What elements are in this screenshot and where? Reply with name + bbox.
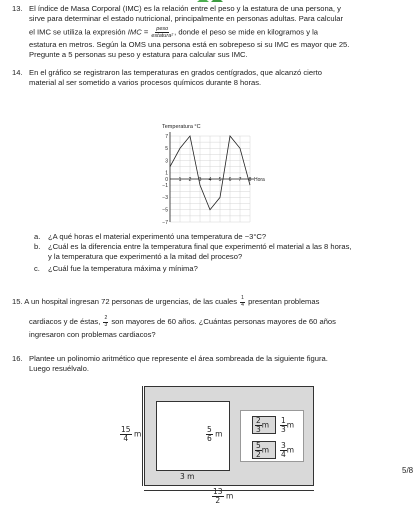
question-number: 13. (12, 4, 23, 13)
y-tick-label: 0 (165, 176, 168, 183)
y-tick-label: 5 (165, 146, 168, 153)
unit: m (261, 445, 270, 455)
fraction-denominator: 6 (207, 434, 212, 443)
formula-denominator: estatura² (151, 33, 174, 39)
fraction-denominator: 4 (241, 301, 244, 308)
paragraph-line-fraction (29, 316, 336, 328)
fraction (240, 296, 245, 308)
fraction-denominator: 4 (281, 450, 286, 459)
unit: m (215, 429, 223, 439)
text: son mayores de 60 años. ¿Cuántas personas mayores de 60 años (111, 317, 336, 326)
text: cardiacos y de éstas, (29, 317, 101, 326)
text: , donde el peso se mide en kilogramos y la (174, 27, 319, 37)
x-tick-label: 7 (238, 176, 242, 183)
unit: m (133, 429, 142, 439)
square-top-height-label (280, 417, 294, 434)
fraction-denominator: 4 (123, 434, 129, 443)
item-label: b. (34, 242, 41, 251)
x-tick-label: 3 (198, 176, 202, 183)
y-tick-label: −7 (162, 219, 168, 226)
area-figure (100, 380, 330, 506)
formula-numerator: peso (156, 26, 169, 32)
item-b-text: ¿Cuál es la diferencia entre la temperatura final que experimentó el material a las 8 horas, (48, 242, 352, 251)
y-axis-label: Temperatura °C (162, 124, 201, 130)
page-number: 5/8 (402, 466, 414, 475)
unit: m (261, 420, 270, 430)
fraction-numerator: 5 (207, 425, 212, 434)
paragraph-line: material al ser sometido a varios procesos químicos durante 8 horas. (29, 78, 262, 87)
fraction (255, 417, 262, 434)
fraction (206, 426, 213, 443)
fraction (255, 442, 262, 459)
question-number: 14. (12, 68, 23, 77)
x-tick-label: 2 (188, 176, 192, 183)
unit: m (286, 445, 295, 455)
fraction-numerator: 1 (241, 295, 244, 301)
left-dimension-line (142, 386, 143, 486)
fraction-numerator: 5 (256, 441, 261, 450)
x-tick-label: 4 (208, 176, 212, 183)
inner-height-label (206, 426, 222, 443)
paragraph-line: En el gráfico se registraron las temperaturas en grados centígrados, que alcanzó cierto (29, 68, 322, 77)
question-number: 16. (12, 354, 23, 363)
square-bottom-height-label (280, 442, 294, 459)
square-bottom-width-label (255, 442, 269, 459)
x-tick-label: 5 (218, 176, 222, 183)
y-tick-label: −1 (162, 182, 168, 189)
paragraph-line: sirve para determinar el estado nutricional, principalmente en personas adultas. Para calcular (29, 14, 344, 23)
fraction (120, 426, 132, 443)
question-number: 15. (12, 297, 23, 306)
unit: m (286, 420, 295, 430)
fraction-denominator: 3 (104, 321, 108, 328)
x-tick-label: 6 (228, 176, 232, 183)
unit: m (225, 491, 234, 501)
left-dimension-label (120, 426, 141, 443)
fraction (280, 417, 287, 434)
paragraph-line: Luego resuélvalo. (29, 364, 89, 373)
fraction-denominator: 2 (256, 450, 261, 459)
fraction-denominator: 3 (256, 425, 261, 434)
y-tick-label: −5 (162, 207, 168, 214)
x-axis-label: Hora (254, 176, 265, 183)
text: presentan problemas (248, 297, 320, 306)
fraction (280, 442, 287, 459)
item-label: c. (34, 264, 40, 273)
formula-lhs: IMC = (127, 27, 149, 37)
paragraph-line-fraction (12, 296, 319, 308)
text: A un hospital ingresan 72 personas de urgencias, de las cuales (24, 297, 238, 306)
item-c-text: ¿Cuál fue la temperatura máxima y mínima? (48, 264, 198, 273)
imc-formula (151, 26, 173, 39)
paragraph-line: ingresaron con problemas cardiacos? (29, 330, 156, 339)
fraction-numerator: 2 (256, 416, 261, 425)
x-tick-label: 8 (248, 176, 252, 183)
fraction-denominator: 3 (281, 425, 286, 434)
paragraph-line: Pregunte a 5 personas su peso y estatura para calcular sus IMC. (29, 50, 248, 59)
fraction-numerator: 15 (121, 425, 131, 434)
bottom-dimension-label (212, 488, 233, 505)
y-tick-label: −3 (162, 195, 168, 202)
top-decoration-icon (195, 0, 225, 2)
y-tick-label: 3 (165, 158, 168, 165)
paragraph-line-formula (29, 26, 318, 39)
paragraph-line: El índice de Masa Corporal (IMC) es la relación entre el peso y la estatura de una persona, y (29, 4, 341, 13)
item-a-text: ¿A qué horas el material experimentó una temperatura de −3°C? (48, 232, 267, 241)
x-tick-label: 1 (178, 176, 182, 183)
fraction-numerator: 13 (213, 487, 223, 496)
square-top-width-label (255, 417, 269, 434)
fraction-numerator: 1 (281, 416, 286, 425)
text: el IMC se utiliza la expresión (29, 27, 126, 37)
paragraph-line: estatura en metros. Según la OMS una persona está en sobrepeso si su IMC es mayor que 25. (29, 40, 350, 49)
fraction-numerator: 2 (104, 315, 108, 321)
inner-bottom-label: 3 m (180, 472, 195, 481)
fraction-denominator: 2 (215, 496, 221, 505)
temperature-chart (158, 118, 268, 230)
item-b-text: y la temperatura que experimentó a la mitad del proceso? (48, 252, 243, 261)
fraction (212, 488, 224, 505)
paragraph-line: Plantee un polinomio aritmético que represente el área sombreada de la siguiente figura. (29, 354, 328, 363)
fraction-numerator: 3 (281, 441, 286, 450)
y-tick-label: 7 (165, 133, 168, 140)
fraction (103, 316, 108, 328)
item-label: a. (34, 232, 41, 241)
y-tick-label: 1 (165, 170, 168, 177)
